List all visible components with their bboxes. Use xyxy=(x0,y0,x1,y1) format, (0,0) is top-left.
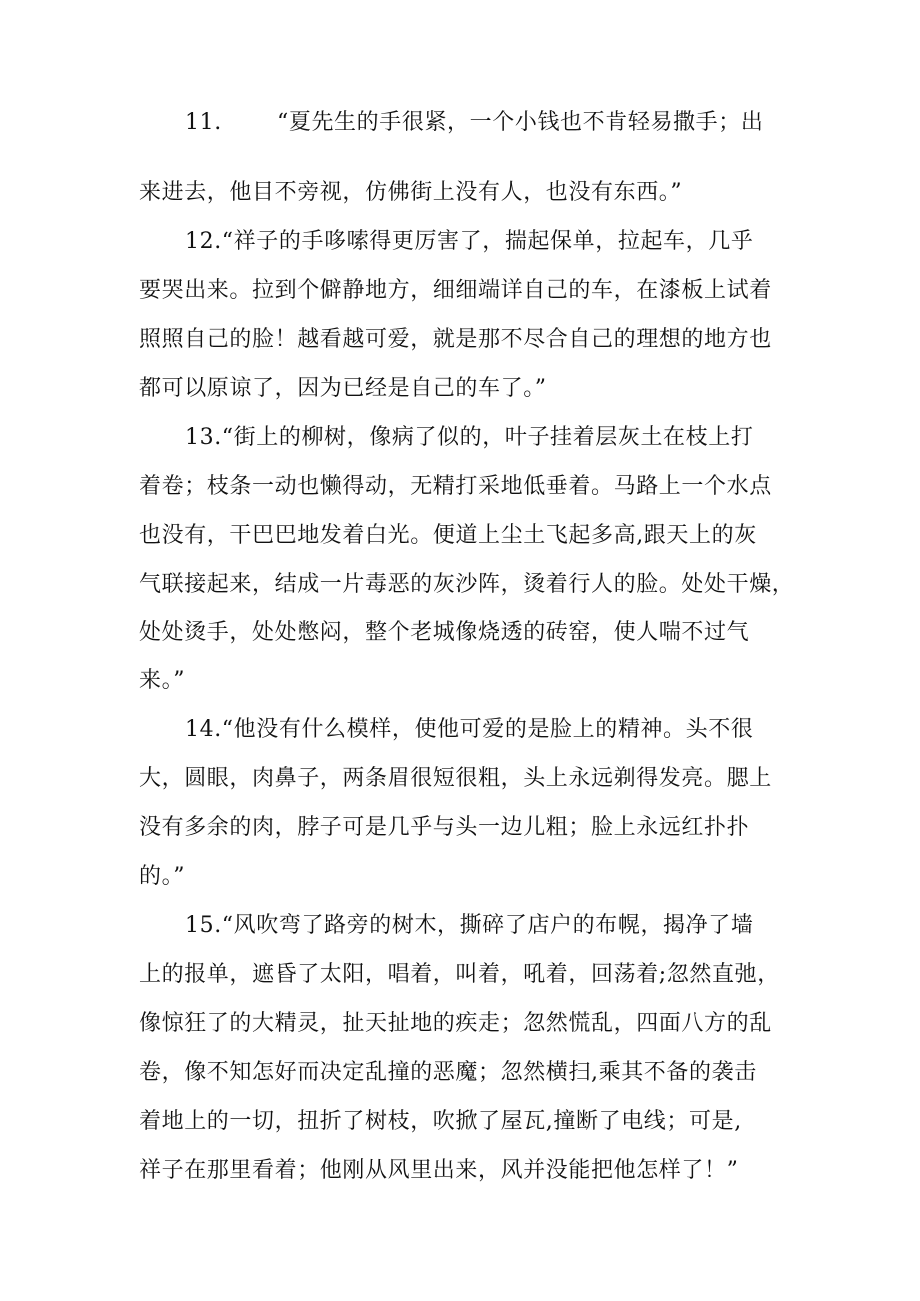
paragraph-15-line-5 xyxy=(139,1107,742,1137)
paragraph-12-line-2 xyxy=(139,276,772,306)
paragraph-13-line-5 xyxy=(139,618,749,648)
paragraph-12-text: 照照自己的脸！越看越可爱，就是那不尽合自己的理想的地方也 xyxy=(139,327,772,352)
paragraph-13-text: 气联接起来，结成一片毒恶的灰沙阵，烫着行人的脸。处处干燥， xyxy=(139,572,795,597)
paragraph-15-line-6 xyxy=(139,1156,738,1186)
paragraph-13-line-6 xyxy=(139,666,185,696)
paragraph-13-text: 来。” xyxy=(139,668,186,693)
paragraph-11-text: 来进去，他目不旁视，仿佛街上没有人，也没有东西。” xyxy=(139,180,683,205)
paragraph-12-text: “祥子的手哆嗦得更厉害了，揣起保单，拉起车，几乎 xyxy=(221,229,754,254)
paragraph-15-text: 祥子在那里看着；他刚从风里出来，风并没能把他怎样了！” xyxy=(139,1158,739,1183)
paragraph-11-number: 11. xyxy=(185,110,222,135)
paragraph-13-text: 着卷；枝条一动也懒得动，无精打采地低垂着。马路上一个水点 xyxy=(139,474,772,499)
paragraph-13-number: 13. xyxy=(185,425,222,450)
paragraph-12-number: 12. xyxy=(185,229,222,254)
paragraph-11-text: “夏先生的手很紧，一个小钱也不肯轻易撒手；出 xyxy=(277,110,764,135)
paragraph-11-line-2 xyxy=(139,178,682,208)
paragraph-13-line-4 xyxy=(139,570,794,600)
paragraph-14-line-2 xyxy=(139,764,772,794)
paragraph-13-line-1 xyxy=(185,423,753,453)
paragraph-15-text: 卷，像不知怎好而决定乱撞的恶魔；忽然横扫,乘其不备的袭击 xyxy=(139,1060,757,1085)
paragraph-14-text: 的。” xyxy=(139,864,186,889)
paragraph-14-number: 14. xyxy=(185,717,222,742)
paragraph-12-line-3 xyxy=(139,325,772,355)
paragraph-14-text: 大，圆眼，肉鼻子，两条眉很短很粗，头上永远剃得发亮。腮上 xyxy=(139,766,772,791)
paragraph-13-line-3 xyxy=(139,521,757,551)
paragraph-14-text: 没有多余的肉，脖子可是几乎与头一边儿粗；脸上永远红扑扑 xyxy=(139,815,750,840)
paragraph-13-text: 处处烫手，处处憋闷，整个老城像烧透的砖窑，使人喘不过气 xyxy=(139,620,750,645)
paragraph-14-line-3 xyxy=(139,813,749,843)
paragraph-12-text: 都可以原谅了，因为已经是自己的车了。” xyxy=(139,376,547,401)
paragraph-15-text: “风吹弯了路旁的树木，撕碎了店户的布幌，揭净了墙 xyxy=(221,913,754,938)
paragraph-15-line-1 xyxy=(185,911,753,941)
paragraph-14-line-4 xyxy=(139,862,185,892)
paragraph-15-number: 15. xyxy=(185,913,222,938)
paragraph-15-text: 着地上的一切，扭折了树枝，吹掀了屋瓦,撞断了电线；可是, xyxy=(139,1109,742,1134)
paragraph-15-line-4 xyxy=(139,1058,757,1088)
paragraph-11-line-1 xyxy=(185,108,763,138)
paragraph-15-line-2 xyxy=(139,960,780,990)
paragraph-14-text: “他没有什么模样，使他可爱的是脸上的精神。头不很 xyxy=(221,717,754,742)
paragraph-13-text: 也没有，干巴巴地发着白光。便道上尘土飞起多高,跟天上的灰 xyxy=(139,523,757,548)
paragraph-12-line-4 xyxy=(139,374,547,404)
paragraph-13-text: “街上的柳树，像病了似的，叶子挂着层灰土在枝上打 xyxy=(221,425,754,450)
paragraph-15-text: 像惊狂了的大精灵，扯天扯地的疾走；忽然慌乱，四面八方的乱 xyxy=(139,1011,772,1036)
paragraph-12-line-1 xyxy=(185,227,753,257)
paragraph-14-line-1 xyxy=(185,715,753,745)
paragraph-12-text: 要哭出来。拉到个僻静地方，细细端详自己的车，在漆板上试着 xyxy=(139,278,772,303)
paragraph-15-text: 上的报单，遮昏了太阳，唱着，叫着，吼着，回荡着;忽然直弛， xyxy=(139,962,780,987)
paragraph-15-line-3 xyxy=(139,1009,772,1039)
paragraph-13-line-2 xyxy=(139,472,772,502)
